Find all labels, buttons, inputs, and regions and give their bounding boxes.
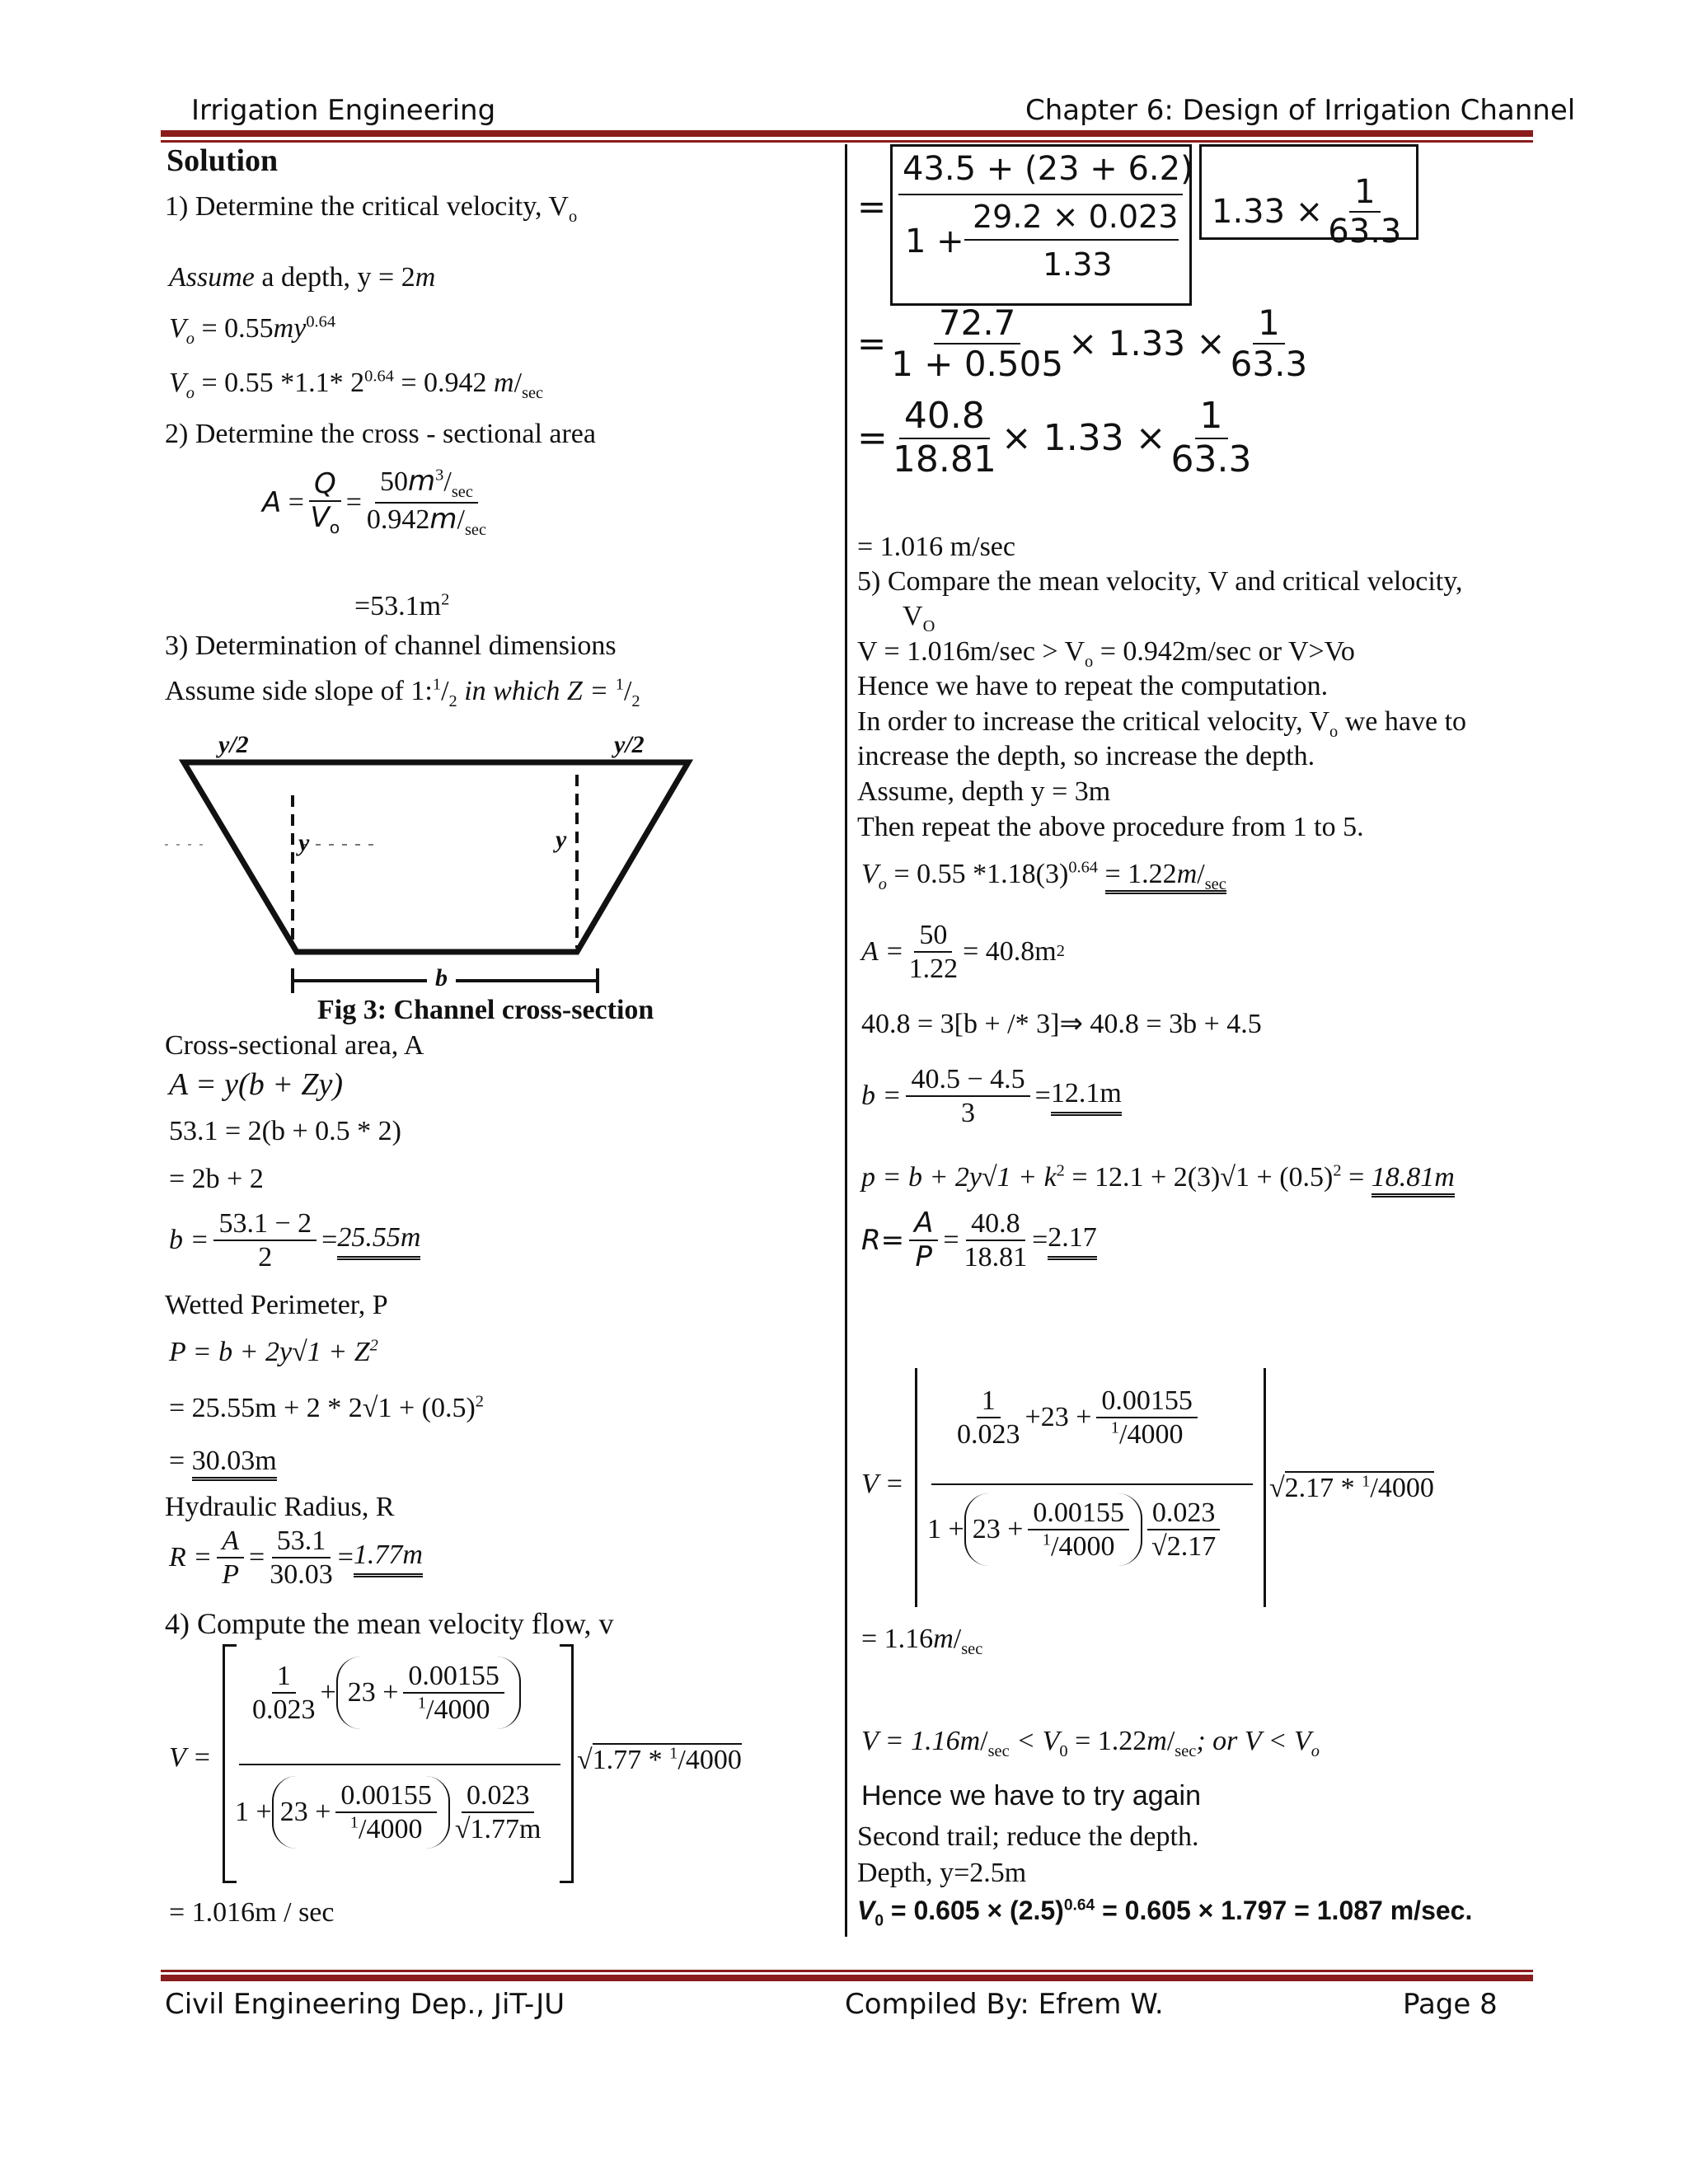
velocity-denominator: 1 + 23 + $\frac{0.00155}{^1/4000}$ $\frac{0.023}{√1.77m}$ [235,1776,546,1849]
radius-solution: R = $\frac{A}{P}$ = $\frac{53.1}{30.03}$ = 1.77m [169,1526,423,1591]
wetted-label: Wetted Perimeter, P [165,1290,388,1320]
step1-text: 1) Determine the critical velocity, $V_o$ [165,191,578,226]
perimeter-sub: = $25.55m + 2 * 2√1 + (0.5)^2$ [169,1392,484,1423]
step2-text: 2) Determine the cross - sectional area [165,419,596,449]
fig-label-y-left: y [298,829,310,856]
step5-text: 5) Compare the mean velocity, V and critical velocity, [857,566,1463,597]
fig-label-y2-left: y/2 [218,731,249,758]
r1-numerator: 43.5 + (23 + 6.2) [903,150,1193,188]
perimeter3: $p = b + 2y√1 + k^2 = 12.1 + 2(3)√1 + (0.5)^2 = 18.81m$ [861,1160,1455,1196]
footer-left: Civil Engineering Dep., JiT-JU [165,1988,565,2021]
assume-depth-3: Assume, depth y = 3m [857,776,1111,807]
r1-den-den: 1.33 [1043,246,1113,283]
r1-den-bar [964,239,1179,241]
compare2: $V = 1.16m/_{sec} < V_0 = 1.22m/_{sec}$; or $V < V_o$ [861,1726,1320,1760]
assume-depth: Assume a depth, y = 2m [169,262,436,293]
order-line2: increase the depth, so increase the depth. [857,741,1315,771]
area-sub1: 53.1 = 2(b + 0.5 * 2) [169,1116,401,1146]
vo25-line: $V_0 = 0.605 \times (2.5)^{0.64} = 0.605 \times 1.797 = 1.087$ m/sec. [857,1896,1473,1930]
radius3: R= $\frac{A}{P}$ = $\frac{40.8}{18.81}$ = 2.17 [861,1207,1097,1274]
perimeter-formula: $P = b + 2y√1 + Z^2$ [169,1336,378,1367]
velocity3-sqrt: √2.17 * $^1$/4000 [1269,1472,1434,1503]
step3-text: 3) Determination of channel dimensions [165,630,617,661]
side-slope: Assume side slope of $1:^1/_2$ in which $Z = ^1/_2$ [165,675,640,710]
footer-center: Compiled By: Efrem W. [845,1988,1164,2021]
repeat-procedure: Then repeat the above procedure from 1 to 5. [857,812,1364,842]
compare-line: $V = 1.016m/\sec > V_o = 0.942m/\sec$ or V>Vo [857,636,1355,671]
area-result: $=53.1m^2$ [354,590,450,621]
vo3-computation: $V_o = 0.55$ $*1.18(3)^{0.64} = 1.22m/_{sec}$ [861,858,1226,893]
r1-den-one: 1 + [905,223,964,260]
r1-bar [898,194,1183,195]
depth25: Depth, y=2.5m [857,1858,1027,1888]
fig-label-b: b [427,963,456,994]
hydraulic-radius-label: Hydraulic Radius, R [165,1492,395,1522]
velocity3-numerator: $\frac{1}{0.023}$ + 23 + $\frac{0.00155}{^1/4000}$ [952,1385,1203,1451]
header-left: Irrigation Engineering [191,94,496,127]
r1-mul: 1.33 × $\frac{1}{63.3}$ [1212,173,1402,251]
r1-den-num: 29.2 × 0.023 [973,199,1179,235]
velocity3-fraction-bar [931,1483,1253,1485]
hence-repeat: Hence we have to repeat the computation. [857,671,1329,701]
fig-label-y-right: y [556,826,567,853]
b-solution: b = $\frac{53.1 - 2}{2}$ = 25.55m [169,1208,421,1273]
figure-caption: Fig 3: Channel cross-section [317,995,654,1025]
second-trail: Second trail; reduce the depth. [857,1821,1199,1852]
area3-equation: A = $\frac{50}{1.22}$ = 40.8m 2 [861,920,1065,985]
velocity-numerator: $\frac{1}{0.023}$ + 23 + $\frac{0.00155}{^1/4000}$ [247,1657,521,1729]
area-formula: A = y(b + Zy) [169,1067,343,1102]
velocity3-lhs: V = [861,1469,904,1499]
r3-equation: = $\frac{40.8}{18.81}$ × 1.33 × $\frac{1}{63.3}$ [857,395,1252,480]
cs-area-label: Cross-sectional area, A [165,1030,424,1061]
try-again: Hence we have to try again [861,1780,1202,1811]
footer-rule-thin [161,1970,1533,1972]
perimeter-result: = 30.03m [169,1444,277,1479]
step4-text: 4) Compute the mean velocity flow, v [165,1607,614,1640]
velocity-result: = 1.016m / sec [169,1897,335,1928]
footer-page-number: Page 8 [1403,1988,1498,2021]
header-right: Chapter 6: Design of Irrigation Channel [1025,94,1576,127]
eq408: 40.8 = 3[b + /* 3]⇒ 40.8 = 3b + 4.5 [861,1009,1262,1039]
velocity3-denominator: 1 + 23 + $\frac{0.00155}{^1/4000}$ $\frac{0.023}{√2.17}$ [927,1493,1225,1566]
vo-formula: $V_o = 0.55my^{0.64}$ [169,312,336,348]
velocity-sqrt: √1.77 * $^1$/4000 [577,1744,742,1775]
velocity-lhs: V = [169,1742,212,1773]
b3-solution: b = $\frac{40.5 - 4.5}{3}$ = 12.1m [861,1064,1122,1129]
r2-equation: = $\frac{72.7}{1 + 0.505}$ × 1.33 × $\frac{1}{63.3}$ [857,302,1308,385]
velocity3-result: = $1.16m/_{sec}$ [861,1624,983,1658]
area-equation: A = $\frac{Q}{V_o}$ = $\frac{50m^3/_{sec}}{0.942m/_{sec}}$ [262,465,487,540]
solution-heading: Solution [166,143,279,178]
footer-rule-thick [161,1975,1533,1981]
fig-label-y2-right: y/2 [614,731,645,758]
area-sub2: = 2b + 2 [169,1164,264,1194]
r-result: = 1.016 m/sec [857,532,1015,562]
order-line1: In order to increase the critical velocity, $V_o$ we have to [857,706,1467,741]
step5-vo: $V_O$ [903,601,935,635]
r1-equals: = [857,186,887,227]
vo-computation: $V_o = 0.55$ *1.1* $2^{0.64} = 0.942$ $m/_{sec}$ [169,367,544,402]
